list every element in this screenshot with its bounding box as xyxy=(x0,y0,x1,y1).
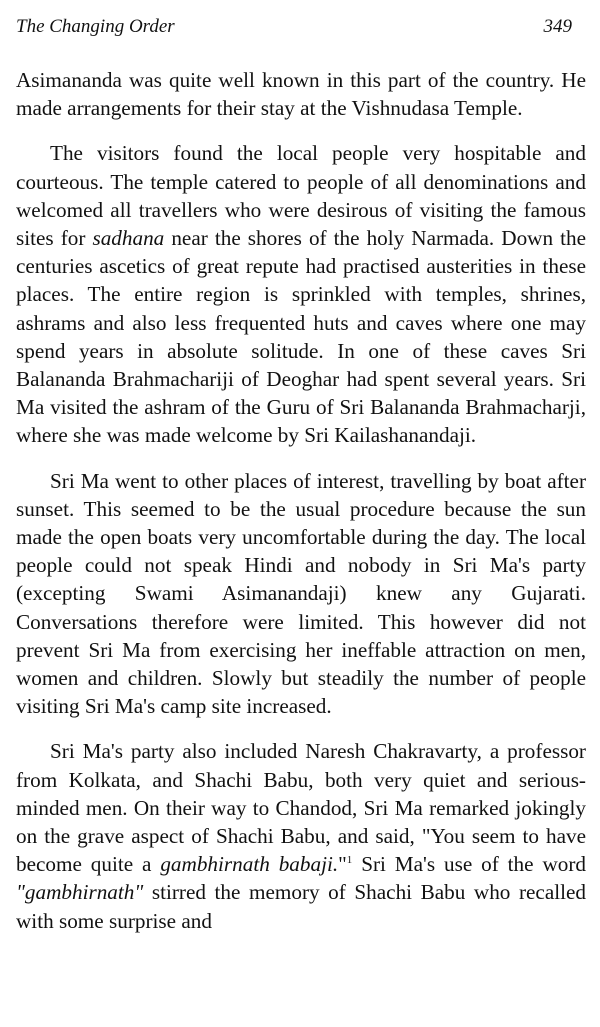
italic-text: sadhana xyxy=(92,226,165,251)
text-run: stirred the memory of Shachi Babu who recalled with some surprise and xyxy=(16,880,586,933)
paragraph xyxy=(16,737,586,934)
italic-text: "gambhirnath" xyxy=(16,880,144,905)
text-run: Asimananda was quite well known in this part of the country. He made arrangements for their stay at the Vishnudasa Temple. xyxy=(16,68,586,121)
italic-text: gambhirnath babaji. xyxy=(160,852,339,877)
text-run: The visitors found the local people very hospitable and courteous. The temple catered to people of all denominations and welcomed all travellers who were desirous of visiting the famous sites for xyxy=(16,141,586,251)
page-number: 349 xyxy=(543,16,572,37)
footnote-marker[interactable]: 1 xyxy=(346,854,353,867)
text-run: " xyxy=(338,852,347,877)
body-text xyxy=(16,66,586,935)
paragraph xyxy=(16,139,586,449)
running-head xyxy=(16,14,586,40)
paragraph xyxy=(16,66,586,122)
paragraph xyxy=(16,467,586,721)
text-run: Sri Ma's use of the word xyxy=(352,852,586,877)
text-run: Sri Ma's party also included Naresh Chakravarty, a professor from Kolkata, and Shachi Babu, both very quiet and serious-minded men. On their way to Chandod, Sri Ma remarked jokingly on the grave aspect of Shachi Babu, and said, "You seem to have become quite a xyxy=(16,739,586,877)
chapter-title: The Changing Order xyxy=(16,16,175,37)
text-run: Sri Ma went to other places of interest, travelling by boat after sunset. This seemed to be the usual procedure because the sun made the open boats very uncomfortable during the day. The local people could not speak Hindi and nobody in Sri Ma's party (excepting Swami Asimanandaji) knew any Gujarati. Conversations therefore were limited. This however did not prevent Sri Ma from exercising her ineffable attraction on men, women and children. Slowly but steadily the number of people visiting Sri Ma's camp site increased. xyxy=(16,468,586,719)
text-run: near the shores of the holy Narmada. Down the centuries ascetics of great repute had practised austerities in these places. The entire region is sprinkled with temples, shrines, ashrams and also less frequented huts and caves where one may spend years in absolute solitude. In one of these caves Sri Balananda Brahmachariji of Deoghar had spent several years. Sri Ma visited the ashram of the Guru of Sri Balananda Brahmacharji, where she was made welcome by Sri Kailashanandaji. xyxy=(16,226,586,448)
